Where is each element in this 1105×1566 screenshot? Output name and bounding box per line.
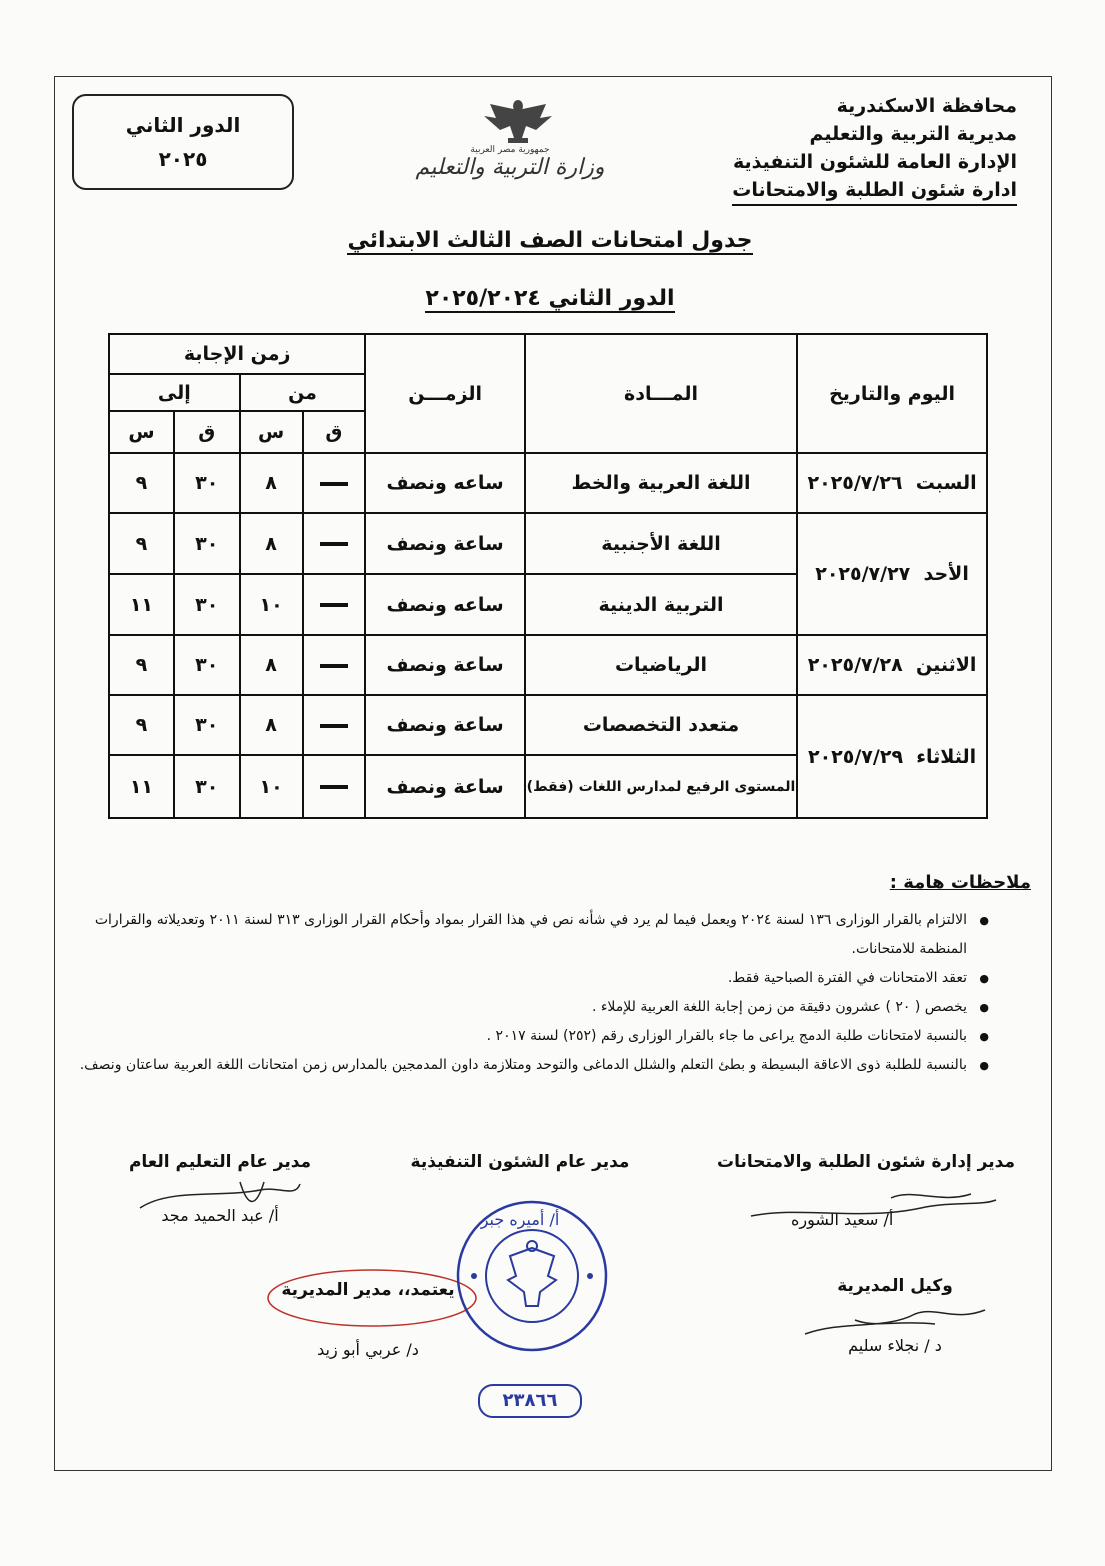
signature-name: د/ عربي أبو زيد [317,1340,419,1359]
exams-admin: ادارة شئون الطلبة والامتحانات [732,176,1017,206]
eagle-emblem-icon [470,96,566,146]
to-hour-cell: ١١ [109,755,174,818]
notes-list [77,906,993,1080]
header-subject: المـــادة [525,334,797,453]
handwritten-signature [795,1300,995,1340]
notes-title: ملاحظات هامة : [889,872,1031,893]
header-to-hour: س [109,411,174,453]
list-item: ● بالنسبة للطلبة ذوى الاعاقة البسيطة و بطئ التعلم والشلل الدماغى والتوحد ومتلازمة داون المدمجين بالمدارس زمن امتحانات اللغة العربية ساعتان ونصف. [77,1051,967,1080]
to-minute-cell: ٣٠ [174,574,240,635]
to-minute-cell: ٣٠ [174,695,240,755]
signature-title: يعتمد،، مدير المديرية [281,1280,455,1300]
page-subtitle: الدور الثاني ٢٠٢٥/٢٠٢٤ [425,286,675,311]
header-day-date: اليوم والتاريخ [797,334,987,453]
duration-cell: ساعة ونصف [365,755,525,818]
header-answer-time: زمن الإجابة [109,334,365,374]
subject-cell: اللغة العربية والخط [525,453,797,513]
list-item: ● بالنسبة لامتحانات طلبة الدمج يراعى ما جاء بالقرار الوزارى رقم (٢٥٢) لسنة ٢٠١٧ . [77,1022,967,1051]
from-minute-cell [303,513,366,574]
header-from: من [240,374,366,411]
signature-students-affairs [701,1152,1031,1229]
from-hour-cell: ٨ [240,695,303,755]
exam-schedule-table [108,333,988,819]
subject-cell: اللغة الأجنبية [525,513,797,574]
to-minute-cell: ٣٠ [174,635,240,695]
list-item: ● يخصص ( ٢٠ ) عشرون دقيقة من زمن إجابة اللغة العربية للإملاء . [77,993,967,1022]
from-minute-cell [303,695,366,755]
from-minute-cell [303,453,366,513]
to-hour-cell: ٩ [109,695,174,755]
from-hour-cell: ١٠ [240,755,303,818]
signature-approval [268,1280,468,1359]
signature-name: أ/ سعيد الشوره [791,1210,894,1229]
header-duration: الزمـــن [365,334,525,453]
to-hour-cell: ٩ [109,513,174,574]
header-to-minute: ق [174,411,240,453]
issuing-authority [697,92,1017,206]
to-hour-cell: ١١ [109,574,174,635]
signature-title: مدير عام الشئون التنفيذية [410,1152,630,1172]
dash-mark [320,664,348,668]
duration-cell: ساعة ونصف [365,695,525,755]
from-minute-cell [303,755,366,818]
table-row [109,453,987,513]
signature-name: أ/ أميره جبر [480,1210,560,1229]
ministry-logo: جمهورية مصر العربية وزارة التربية والتعليم [415,145,605,180]
list-item: ● تعقد الامتحانات في الفترة الصباحية فقط. [77,964,967,993]
dash-mark [320,542,348,546]
signature-title: مدير عام التعليم العام [128,1152,312,1172]
handwritten-signature [741,1186,1001,1226]
duration-cell: ساعه ونصف [365,453,525,513]
session-box [72,94,294,190]
page-title: جدول امتحانات الصف الثالث الابتدائي [347,228,753,253]
from-hour-cell: ٨ [240,513,303,574]
dash-mark [320,603,348,607]
signature-title: وكيل المديرية [837,1276,953,1296]
signature-deputy [795,1276,995,1355]
table-row [109,513,987,574]
governorate: محافظة الاسكندرية [836,95,1017,117]
table-row [109,635,987,695]
session-year: ٢٠٢٥ [158,147,208,171]
to-hour-cell: ٩ [109,635,174,695]
duration-cell: ساعة ونصف [365,635,525,695]
subject-cell: متعدد التخصصات [525,695,797,755]
dash-mark [320,482,348,486]
handwritten-signature [130,1178,310,1218]
table-row [109,695,987,755]
session-label: الدور الثاني [125,113,241,137]
from-hour-cell: ٨ [240,453,303,513]
from-hour-cell: ٨ [240,635,303,695]
signature-name: أ/ عبد الحميد مجد [161,1206,279,1225]
subject-cell: التربية الدينية [525,574,797,635]
to-minute-cell: ٣٠ [174,513,240,574]
from-minute-cell [303,635,366,695]
day-date-cell: الأحد ٢٠٢٥/٧/٢٧ [797,513,987,635]
red-approval-circle [262,1264,482,1334]
general-admin: الإدارة العامة للشئون التنفيذية [732,151,1017,173]
list-item: ● الالتزام بالقرار الوزارى ١٣٦ لسنة ٢٠٢٤ ويعمل فيما لم يرد في شأنه نص في هذا القرار بمواد وأحكام القرار الوزارى ٣١٣ لسنة ٢٠١١ وتعديلاته والقرارات المنظمة للامتحانات. [77,906,967,964]
header-from-minute: ق [303,411,366,453]
duration-cell: ساعة ونصف [365,513,525,574]
dash-mark [320,785,348,789]
signature-general-education [120,1152,320,1225]
header-to: إلى [109,374,240,411]
from-minute-cell [303,574,366,635]
subject-cell: المستوى الرفيع لمدارس اللغات (فقط) [525,755,797,818]
to-hour-cell: ٩ [109,453,174,513]
subject-cell: الرياضيات [525,635,797,695]
from-hour-cell: ١٠ [240,574,303,635]
to-minute-cell: ٣٠ [174,453,240,513]
official-stamp-icon [452,1196,612,1356]
signature-title: مدير إدارة شئون الطلبة والامتحانات [717,1152,1015,1172]
dash-mark [320,724,348,728]
stamp-serial-number: ٢٣٨٦٦ [478,1384,582,1418]
directorate: مديرية التربية والتعليم [809,123,1017,145]
day-date-cell: الاثنين ٢٠٢٥/٧/٢٨ [797,635,987,695]
day-date-cell: الثلاثاء ٢٠٢٥/٧/٢٩ [797,695,987,818]
header-from-hour: س [240,411,303,453]
day-date-cell: السبت ٢٠٢٥/٧/٢٦ [797,453,987,513]
duration-cell: ساعه ونصف [365,574,525,635]
signature-name: د / نجلاء سليم [848,1336,942,1355]
to-minute-cell: ٣٠ [174,755,240,818]
